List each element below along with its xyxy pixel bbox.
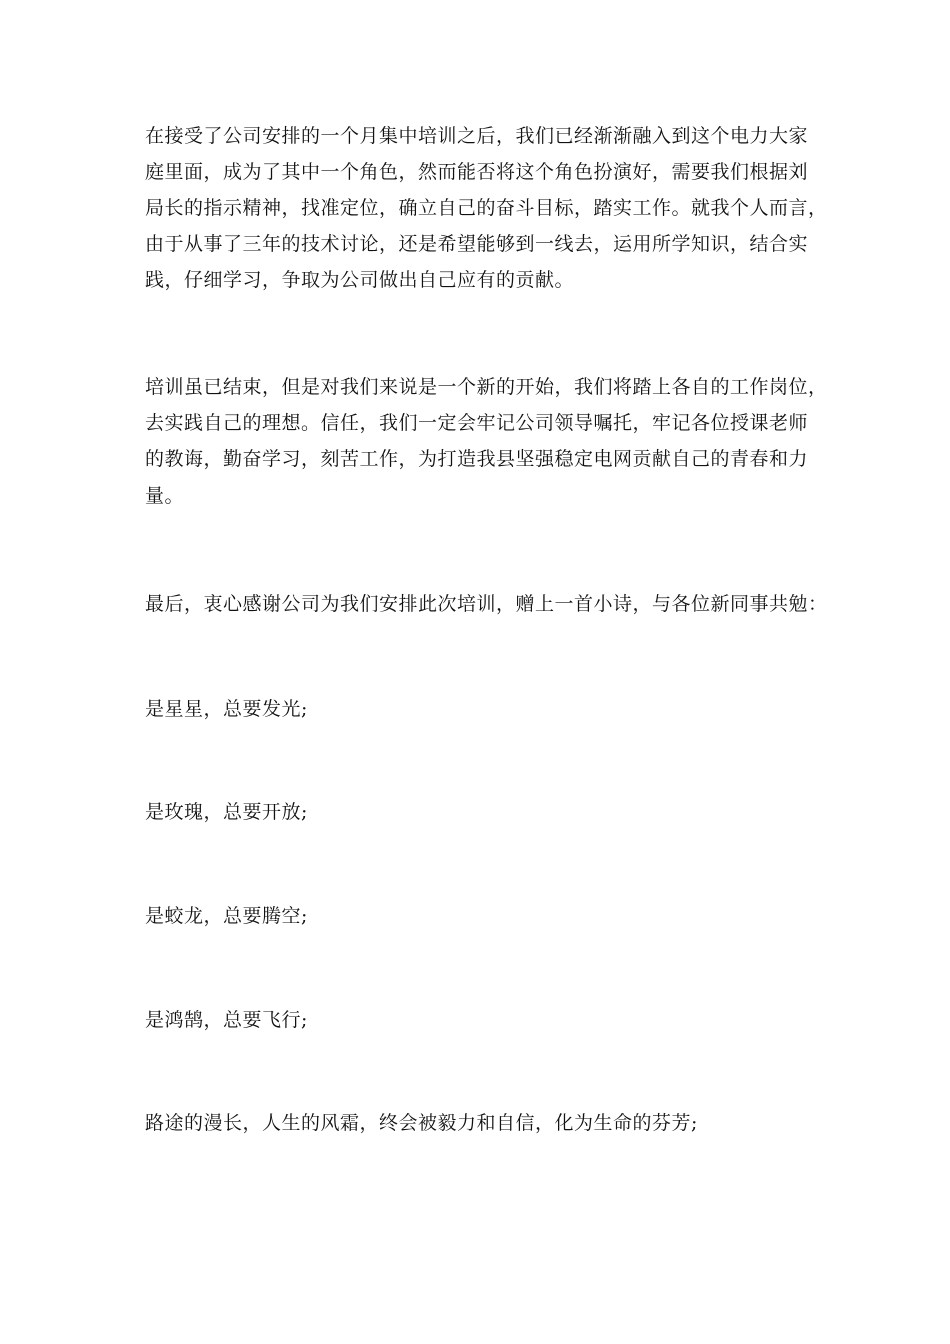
- text-line: 去实践自己的理想。信任，我们一定会牢记公司领导嘱托，牢记各位授课老师: [145, 412, 809, 434]
- poem-line: 是玫瑰，总要开放;: [145, 801, 308, 823]
- text-line: 在接受了公司安排的一个月集中培训之后，我们已经渐渐融入到这个电力大家: [145, 125, 809, 147]
- text-line: 由于从事了三年的技术讨论，还是希望能够到一线去，运用所学知识，结合实: [145, 233, 809, 255]
- text-line: 的教诲，勤奋学习，刻苦工作，为打造我县坚强稳定电网贡献自己的青春和力: [145, 448, 809, 470]
- text-line: 量。: [145, 485, 185, 507]
- text-line: 践，仔细学习，争取为公司做出自己应有的贡献。: [145, 269, 575, 291]
- text-line: 庭里面，成为了其中一个角色，然而能否将这个角色扮演好，需要我们根据刘: [145, 161, 809, 183]
- poem-line: 路途的漫长，人生的风霜，终会被毅力和自信，化为生命的芬芳;: [145, 1112, 698, 1134]
- poem-line: 是星星，总要发光;: [145, 698, 308, 720]
- poem-line: 是鸿鹄，总要飞行;: [145, 1009, 308, 1031]
- poem-line: 是蛟龙，总要腾空;: [145, 905, 308, 927]
- text-line: 局长的指示精神，找准定位，确立自己的奋斗目标，踏实工作。就我个人而言，: [145, 197, 828, 219]
- text-line: 最后，衷心感谢公司为我们安排此次培训，赠上一首小诗，与各位新同事共勉：: [145, 593, 828, 615]
- text-line: 培训虽已结束，但是对我们来说是一个新的开始，我们将踏上各自的工作岗位，: [145, 376, 828, 398]
